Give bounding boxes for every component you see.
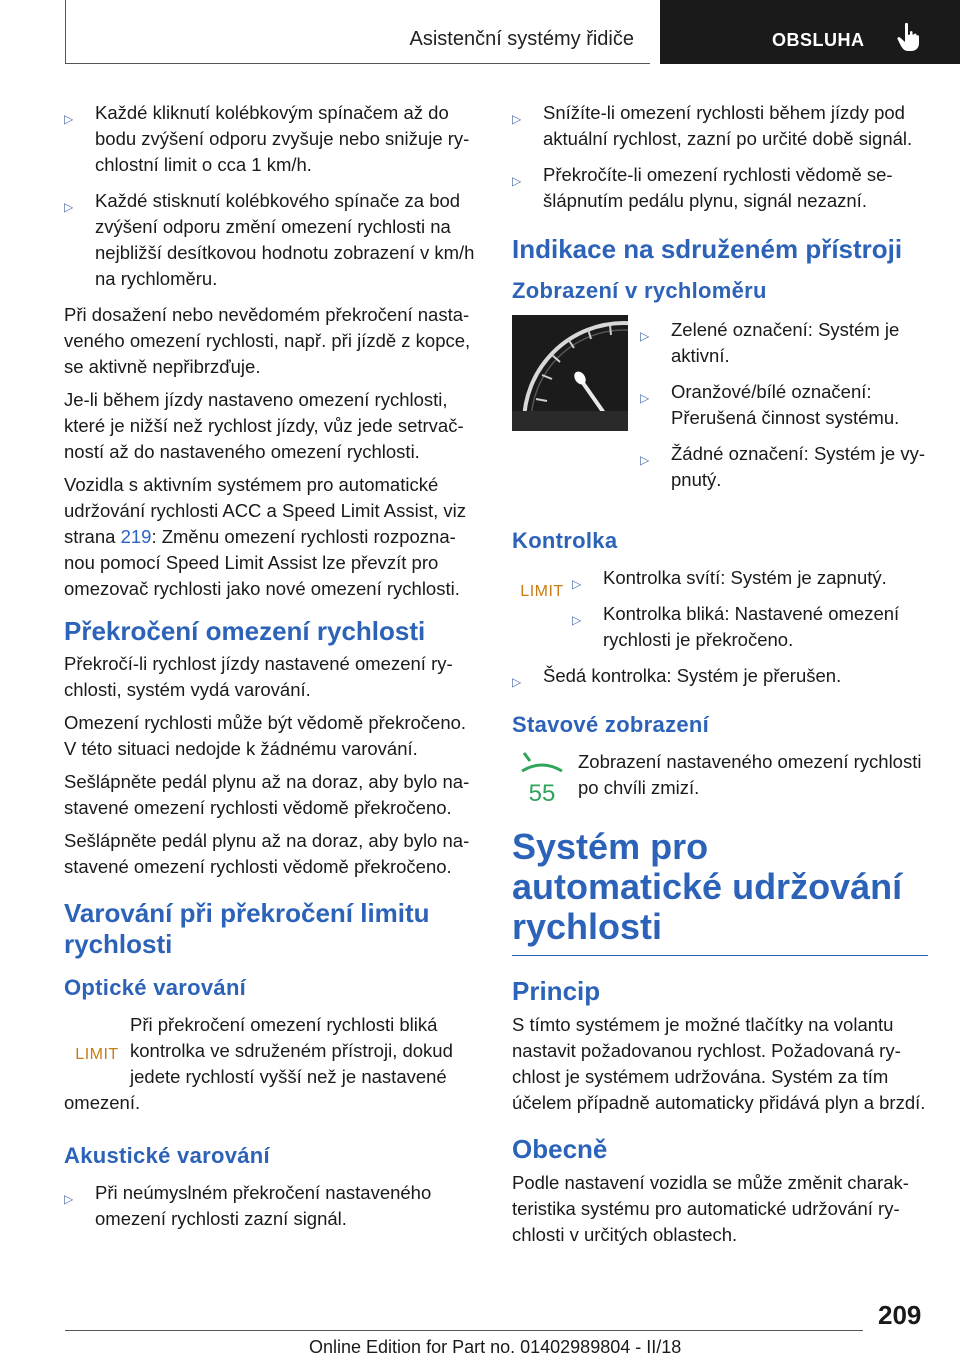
header-section-title: Asistenční systémy řidiče bbox=[409, 28, 634, 50]
list-item: ▷ Šedá kontrolka: Systém je přerušen. bbox=[512, 663, 928, 689]
heading-limit-warning: Varování při překročení limitu rychlosti bbox=[64, 898, 430, 959]
footer-rule bbox=[65, 1330, 863, 1331]
heading-instrument-cluster: Indikace na sdruženém přístroji bbox=[512, 234, 903, 264]
paragraph: Při dosažení nebo nevědomém překročení nastaveného omezení rychlosti, např. při jízdě z kopce, se aktivně nepřibrzďuje. bbox=[64, 304, 471, 377]
triangle-bullet-icon: ▷ bbox=[640, 453, 650, 467]
paragraph: Je-li během jízdy nastaveno omezení rychlosti, které je nižší než rychlost jízdy, vůz jede setrvačností až do nastaveného omezení rychlosti. bbox=[64, 389, 464, 462]
left-column bbox=[64, 100, 480, 1242]
list-item: ▷ Při neúmyslném překročení nastaveného omezení rychlosti zazní signál. bbox=[64, 1182, 432, 1229]
speedometer-bullets bbox=[640, 315, 928, 503]
triangle-bullet-icon: ▷ bbox=[64, 200, 74, 214]
footer-edition: Online Edition for Part no. 01402989804 - II/18 bbox=[309, 1337, 682, 1357]
paragraph: Podle nastavení vozidla se může změnit charakteristika systému pro automatické udržování rychlosti v určitých oblastech. bbox=[512, 1172, 909, 1245]
paragraph: Omezení rychlosti může být vědomě překročeno. V této situaci nedojde k žádnému varování. bbox=[64, 712, 467, 759]
optical-warning-block bbox=[64, 1012, 480, 1090]
paragraph: Při překročení omezení rychlosti bliká kontrolka ve sdruženém přístroji, dokud jedete rychlostí vyšší než je nastavené bbox=[130, 1014, 453, 1087]
heading-principle: Princip bbox=[512, 976, 601, 1006]
limit-indicator-icon: LIMIT bbox=[75, 1046, 119, 1063]
paragraph-continuation: omezení. bbox=[64, 1092, 141, 1113]
heading-acoustic-warning: Akustické varování bbox=[64, 1143, 270, 1168]
paragraph: S tímto systémem je možné tlačítky na volantu nastavit požadovanou rychlost. Požadovaná rychlost je systémem udržována. Systém za tím účelem případně automaticky přidává plyn a brzdí. bbox=[512, 1014, 926, 1113]
page-reference-link[interactable]: 219 bbox=[120, 526, 152, 547]
list-item: ▷ Kontrolka bliká: Nastavené omezení rychlosti je překročeno. bbox=[572, 603, 900, 650]
triangle-bullet-icon: ▷ bbox=[572, 613, 582, 627]
triangle-bullet-icon: ▷ bbox=[640, 391, 650, 405]
speedometer-image bbox=[512, 315, 628, 431]
list-item: ▷ Každé kliknutí kolébkovým spínačem až do bodu zvýšení odporu zvyšuje nebo snižuje rychlostní limit o cca 1 km/h. bbox=[64, 102, 470, 175]
limit-indicator-icon: LIMIT bbox=[520, 583, 564, 600]
paragraph: Sešlápněte pedál plynu až na doraz, aby bylo nastavené omezení rychlosti vědomě překročeno. bbox=[64, 830, 470, 877]
triangle-bullet-icon: ▷ bbox=[512, 675, 522, 689]
paragraph: Sešlápněte pedál plynu až na doraz, aby bylo nastavené omezení rychlosti vědomě překročeno. bbox=[64, 771, 470, 818]
paragraph: Překročí-li rychlost jízdy nastavené omezení rychlosti, systém vydá varování. bbox=[64, 653, 453, 700]
page-number: 209 bbox=[878, 1300, 922, 1330]
hand-pointer-icon bbox=[896, 22, 922, 52]
list-item: ▷ Zelené označení: Systém je aktivní. bbox=[640, 319, 900, 366]
indicator-block bbox=[512, 565, 928, 663]
heading-cruise-control-system: Systém pro automatické udržování rychlosti bbox=[512, 826, 903, 947]
status-speed-value: 55 bbox=[528, 780, 556, 807]
paragraph: Zobrazení nastaveného omezení rychlosti po chvíli zmizí. bbox=[578, 751, 922, 798]
indicator-bullets bbox=[572, 565, 928, 663]
heading-rule bbox=[512, 955, 928, 956]
header-tab-label: OBSLUHA bbox=[772, 30, 865, 50]
heading-general: Obecně bbox=[512, 1134, 608, 1164]
triangle-bullet-icon: ▷ bbox=[640, 329, 650, 343]
list-item: ▷ Snížíte-li omezení rychlosti během jízdy pod aktuální rychlost, zazní po určité době signál. bbox=[512, 102, 913, 149]
triangle-bullet-icon: ▷ bbox=[512, 174, 522, 188]
list-item: ▷ Žádné označení: Systém je vypnutý. bbox=[640, 443, 925, 490]
speedometer-block bbox=[512, 315, 928, 503]
triangle-bullet-icon: ▷ bbox=[572, 577, 582, 591]
header-left-rule bbox=[65, 0, 66, 64]
list-item: ▷ Každé stisknutí kolébkového spínače za bod zvýšení odporu změní omezení rychlosti na nejbližší desítkovou hodnotu zobrazení v km/h na rychloměru. bbox=[64, 190, 475, 289]
list-item: ▷ Překročíte-li omezení rychlosti vědomě sešlápnutím pedálu plynu, signál nezazní. bbox=[512, 164, 893, 211]
header-bottom-rule bbox=[65, 63, 650, 64]
heading-indicator-lamp: Kontrolka bbox=[512, 528, 618, 553]
heading-status-display: Stavové zobrazení bbox=[512, 712, 710, 737]
paragraph-with-link: Vozidla s aktivním systémem pro automatické udržování rychlosti ACC a Speed Limit Assist, viz strana 219: Změnu omezení rychlosti rozpoznanou pomocí Speed Limit Assist lze převzít pro omezovač rychlosti jako nové omezení rychlosti. bbox=[64, 474, 467, 599]
triangle-bullet-icon: ▷ bbox=[512, 112, 522, 126]
triangle-bullet-icon: ▷ bbox=[64, 112, 74, 126]
right-column bbox=[512, 100, 928, 1255]
header-chapter-tab[interactable] bbox=[660, 0, 960, 64]
triangle-bullet-icon: ▷ bbox=[64, 1192, 74, 1206]
list-item: ▷ Oranžové/bílé označení: Přerušená činnost systému. bbox=[640, 381, 900, 428]
speed-limit-status-icon bbox=[512, 749, 572, 809]
heading-speedometer-display: Zobrazení v rychloměru bbox=[512, 278, 767, 303]
list-item: ▷ Kontrolka svítí: Systém je zapnutý. bbox=[572, 565, 928, 591]
status-block bbox=[512, 749, 928, 809]
heading-optical-warning: Optické varování bbox=[64, 975, 247, 1000]
heading-exceed-limit: Překročení omezení rychlosti bbox=[64, 616, 426, 646]
